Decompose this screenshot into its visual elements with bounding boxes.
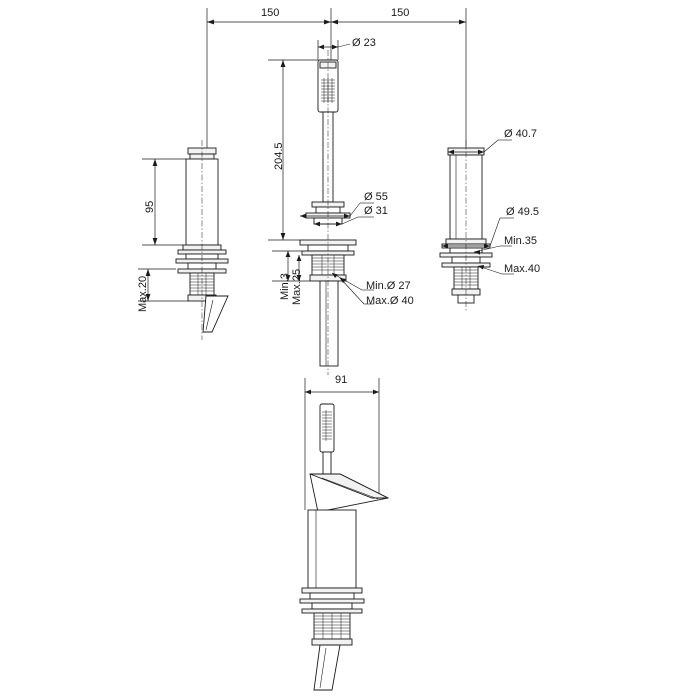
top-dimension-150-right (331, 20, 466, 25)
leader-dia-40-7 (448, 140, 512, 154)
dimension-label-max-dia-40: Max.Ø 40 (366, 295, 414, 307)
dimension-label-95: 95 (144, 200, 156, 213)
dimension-label-dia-23: Ø 23 (352, 37, 376, 49)
top-dimension-150-left (207, 20, 331, 25)
dimension-label-max-25: Max.25 (291, 268, 303, 305)
dimension-label-min-dia-27: Min.Ø 27 (366, 280, 411, 292)
dimension-label-min-3: Min.3 (279, 273, 291, 300)
dimension-label-top-left-150: 150 (261, 7, 280, 19)
bottom-view-geometry (300, 404, 388, 690)
dimension-label-dia-49-5: Ø 49.5 (506, 206, 540, 218)
dimension-label-dia-40-7: Ø 40.7 (504, 128, 538, 140)
dimension-label-min-35: Min.35 (504, 235, 538, 247)
dimension-label-91: 91 (335, 374, 348, 386)
dimension-label-top-right-150: 150 (391, 7, 410, 19)
center-view-geometry (300, 50, 356, 375)
dimension-label-dia-31: Ø 31 (364, 205, 388, 217)
left-view-geometry (176, 140, 228, 340)
leader-dia-23 (318, 40, 350, 60)
dimension-label-max-20: Max.20 (137, 275, 149, 312)
dimension-label-max-40: Max.40 (504, 263, 541, 275)
right-view-geometry (440, 140, 492, 312)
dimension-label-dia-55: Ø 55 (364, 191, 388, 203)
dimension-label-204-5: 204.5 (273, 142, 285, 170)
